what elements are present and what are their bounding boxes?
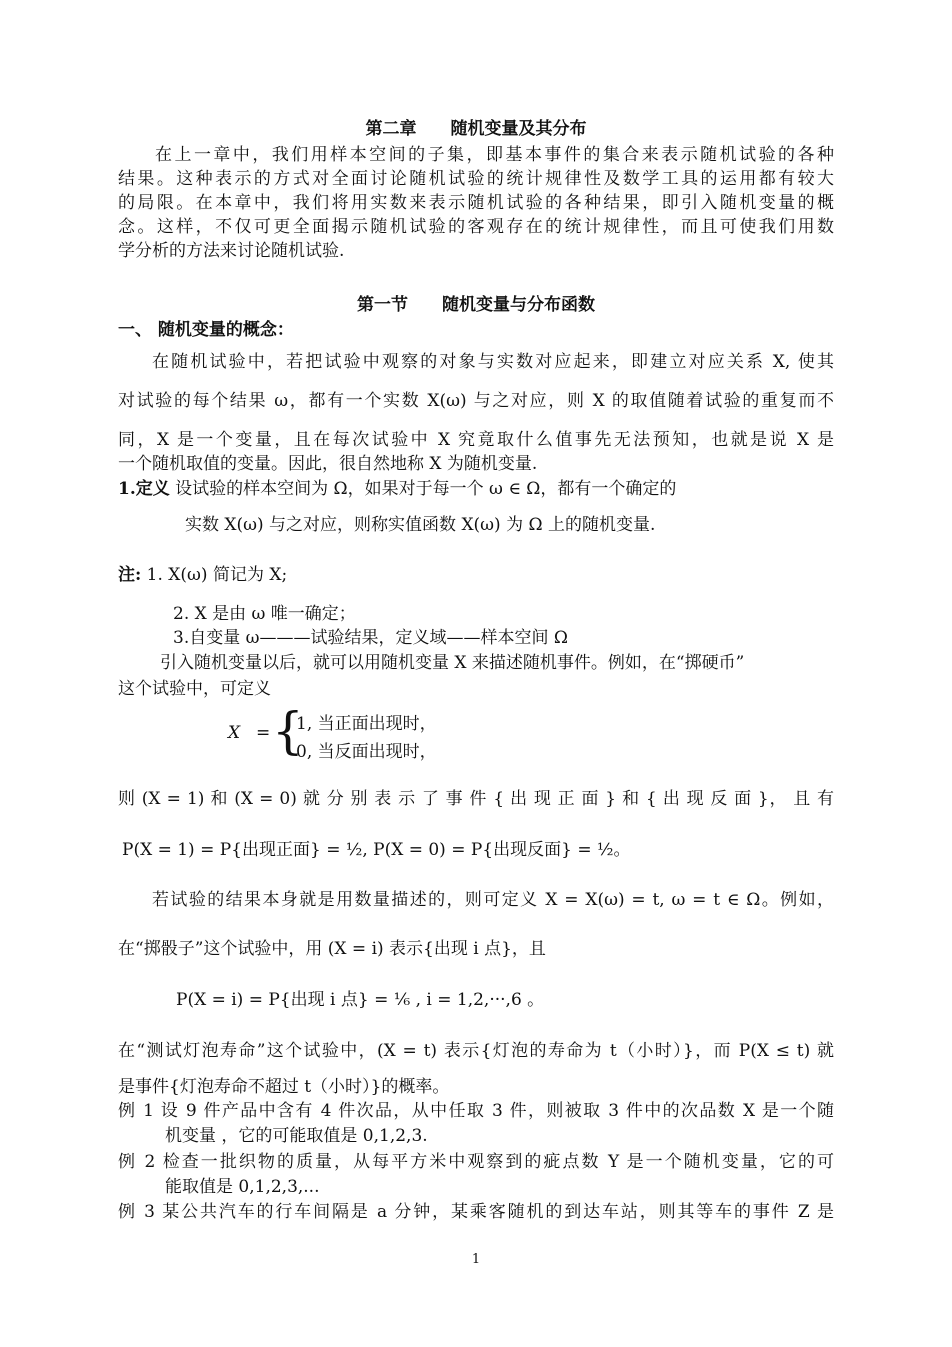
para7: 是事件{灯泡寿命不超过 t（小时）}的概率。	[118, 1077, 450, 1097]
piecewise-equals: =	[256, 723, 271, 743]
page-number: 1	[471, 1252, 481, 1267]
intro-line-4: 念。这样，不仅可更全面揭示随机试验的客观存在的统计规律性，而且可使我们用数	[118, 217, 834, 237]
example-2-line-2: 能取值是 0,1,2,3,...	[165, 1177, 320, 1197]
para1-line-4: 一个随机取值的变量。因此，很自然地称 X 为随机变量.	[118, 454, 538, 474]
definition-text: 设试验的样本空间为 Ω，如果对于每一个 ω ∈ Ω，都有一个确定的	[169, 479, 677, 499]
definition-label: 1.定义	[118, 479, 170, 499]
para4: 若试验的结果本身就是用数量描述的，则可定义 X = X(ω) = t, ω = t ∈ Ω。例如，	[152, 890, 834, 910]
note-line-1	[118, 563, 834, 587]
note-item-3: 3.自变量 ω———试验结果，定义域——样本空间 Ω	[173, 628, 568, 648]
example-1-line-1: 例 1 设 9 件产品中含有 4 件次品，从中任取 3 件，则被取 3 件中的次品数 X 是一个随	[118, 1101, 834, 1121]
example-3-line-1: 例 3 某公共汽车的行车间隔是 a 分钟，某乘客随机的到达车站，则其等车的事件 Z 是	[118, 1202, 834, 1222]
para2-line-2: 这个试验中，可定义	[118, 679, 271, 699]
para6: 在“测试灯泡寿命”这个试验中，(X = t) 表示{灯泡的寿命为 t（小时）}，而 P(X ≤ t) 就	[118, 1041, 834, 1061]
note-item-1: 1. X(ω) 简记为 X;	[141, 565, 288, 585]
piecewise-definition	[220, 702, 520, 763]
piecewise-case-2: 0, 当反面出现时，	[296, 742, 437, 762]
left-brace: {	[272, 702, 304, 760]
formula-1: P(X = 1) = P{出现正面} = ½, P(X = 0) = P{出现反面} = ½。	[122, 840, 631, 860]
intro-line-1: 在上一章中，我们用样本空间的子集，即基本事件的集合来表示随机试验的各种	[155, 145, 834, 165]
section-title: 第一节 随机变量与分布函数	[357, 295, 595, 315]
definition-line-2: 实数 X(ω) 与之对应，则称实值函数 X(ω) 为 Ω 上的随机变量.	[185, 515, 656, 535]
para2-line-1: 引入随机变量以后，就可以用随机变量 X 来描述随机事件。例如，在“掷硬币”	[160, 653, 745, 673]
note-label: 注:	[118, 565, 142, 585]
para1-line-3: 同，X 是一个变量，且在每次试验中 X 究竟取什么值事先无法预知，也就是说 X 是	[118, 430, 834, 450]
intro-line-5: 学分析的方法来讨论随机试验.	[118, 241, 345, 261]
subsection-title: 一、 随机变量的概念：	[118, 320, 294, 340]
definition-line-1	[118, 477, 834, 501]
para1-line-1: 在随机试验中，若把试验中观察的对象与实数对应起来，即建立对应关系 X, 使其	[152, 352, 834, 372]
para1-line-2: 对试验的每个结果 ω，都有一个实数 X(ω) 与之对应，则 X 的取值随着试验的重复而不	[118, 391, 834, 411]
piecewise-lhs: X	[228, 723, 241, 743]
chapter-title: 第二章 随机变量及其分布	[365, 119, 587, 139]
piecewise-case-1: 1, 当正面出现时，	[296, 714, 437, 734]
formula-2: P(X = i) = P{出现 i 点} = ⅙ , i = 1,2,···,6 。	[176, 990, 545, 1010]
note-item-2: 2. X 是由 ω 唯一确定；	[173, 604, 356, 624]
intro-line-2: 结果。这种表示的方式对全面讨论随机试验的统计规律性及数学工具的运用都有较大	[118, 169, 834, 189]
para5: 在“掷骰子”这个试验中，用 (X = i) 表示{出现 i 点}，且	[118, 939, 546, 959]
para3: 则 (X = 1) 和 (X = 0) 就 分 别 表 示 了 事 件 { 出 现 正 面 } 和 { 出 现 反 面 }， 且 有	[118, 789, 834, 809]
example-1-line-2: 机变量 ，它的可能取值是 0,1,2,3.	[165, 1126, 428, 1146]
example-2-line-1: 例 2 检查一批织物的质量，从每平方米中观察到的疵点数 Y 是一个随机变量，它的可	[118, 1152, 834, 1172]
intro-line-3: 的局限。在本章中，我们将用实数来表示随机试验的各种结果，即引入随机变量的概	[118, 193, 834, 213]
